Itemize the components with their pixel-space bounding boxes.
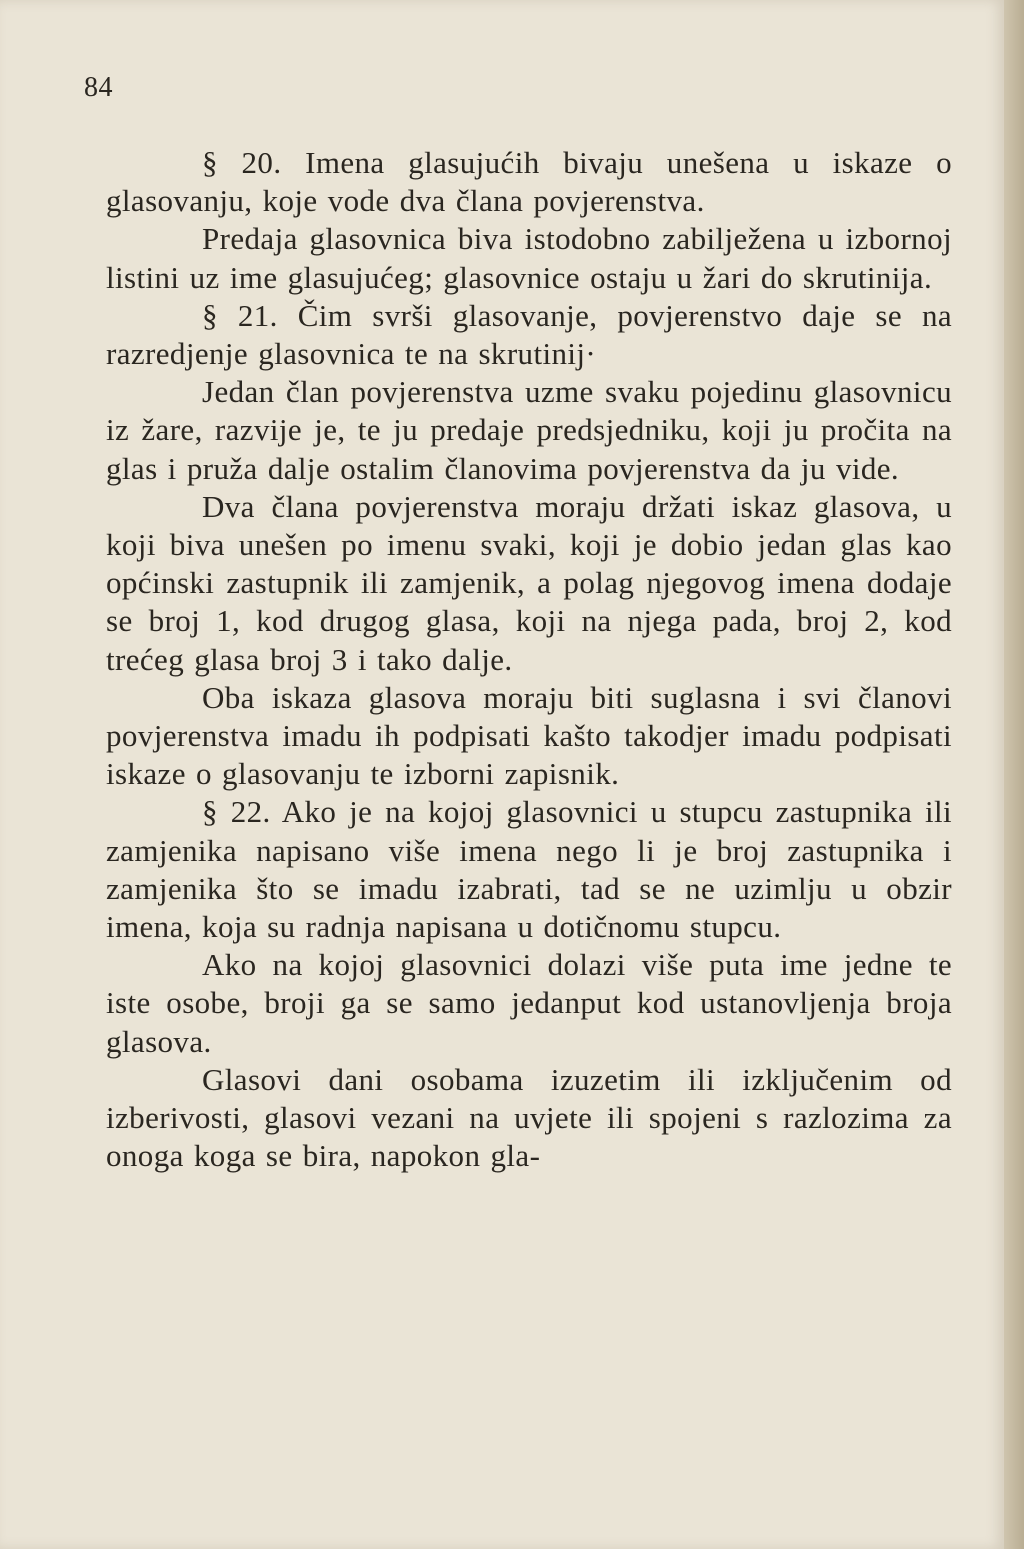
paragraph-jedan-clan: Jedan član povjerenstva uzme svaku pojedinu glasovnicu iz žare, razvije je, te ju predaje predsjedniku, koji ju pročita na glas i pruža dalje ostalim članovima povjerenstva da ju vide.	[106, 374, 952, 486]
paragraph-section-22: § 22. Ako je na kojoj glasovnici u stupcu zastupnika ili zamjenika napisano više imena nego li je broj zastupnika i zamjenika što se imadu izabrati, tad se ne uzimlju u obzir imena, koja su radnja napisana u dotičnomu stupcu.	[106, 794, 952, 945]
page-number: 84	[84, 72, 113, 103]
paragraph-oba-iskaza: Oba iskaza glasova moraju biti suglasna i svi članovi povjerenstva imadu ih podpisati kašto takodjer imadu podpisati iskaze o glasovanju te izborni zapisnik.	[106, 679, 952, 792]
paragraph-dva-clana: Dva člana povjerenstva moraju držati iskaz glasova, u koji biva unešen po imenu svaki, koji je dobio jedan glas kao općinski zastupnik ili zamjenik, a polag njegovog imena dodaje se broj 1, kod drugog glasa, koji na njega pada, broj 2, kod trećeg glasa broj 3 i tako dalje.	[106, 488, 952, 677]
paragraph-vise-puta-ime: Ako na kojoj glasovnici dolazi više puta ime jedne te iste osobe, broji ga se samo jedanput kod ustanovljenja broja glasova.	[106, 947, 952, 1059]
paragraph-section-21: § 21. Čim svrši glasovanje, povjerenstvo daje se na razredjenje glasovnica te na skrutinij·	[106, 297, 952, 372]
paragraph-glasovnice-predaja: Predaja glasovnica biva istodobno zabilježena u izbornoj listini uz ime glasujućeg; glasovnice ostaju u žari do skrutinija.	[106, 221, 952, 295]
paragraph-section-20: § 20. Imena glasujućih bivaju unešena u iskaze o glasovanju, koje vode dva člana povjerenstva.	[106, 145, 952, 219]
body-text	[106, 144, 952, 1175]
page-edge	[1004, 0, 1024, 1549]
paragraph-glasovi-dani: Glasovi dani osobama izuzetim ili izključenim od izberivosti, glasovi vezani na uvjete ili spojeni s razlozima za onoga koga se bira, napokon gla-	[106, 1061, 952, 1174]
